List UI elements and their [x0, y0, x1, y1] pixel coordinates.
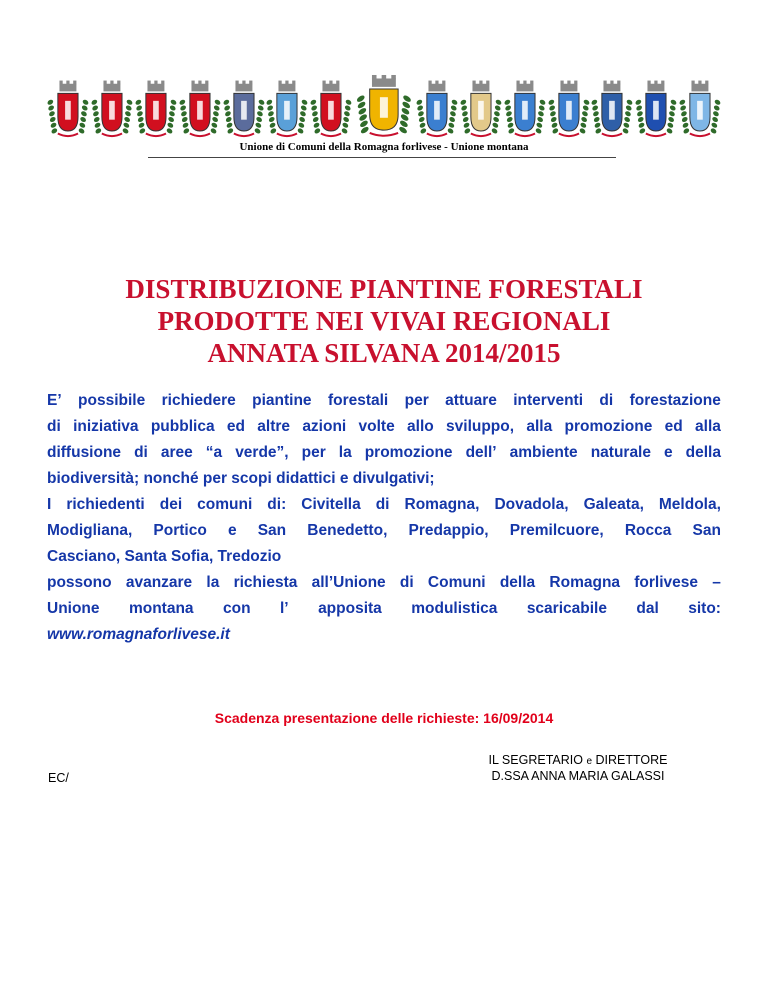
- word: la: [206, 574, 220, 591]
- word: possibile: [78, 392, 146, 409]
- word: interventi: [513, 392, 583, 409]
- signature-role-2: DIRETTORE: [595, 753, 668, 767]
- crest-union-icon: [353, 70, 415, 140]
- signature-role: IL SEGRETARIO: [488, 753, 583, 767]
- word: modulistica: [411, 600, 498, 617]
- word: e: [664, 444, 673, 461]
- word: dal: [636, 600, 659, 617]
- word: Premilcuore,: [509, 522, 604, 539]
- body-line: [47, 440, 721, 466]
- announcement-body: [47, 388, 721, 648]
- body-line: [47, 492, 721, 518]
- word: –: [712, 574, 721, 591]
- word: di: [47, 418, 61, 435]
- word: Romagna: [549, 574, 621, 591]
- word: piantine: [252, 392, 312, 409]
- word: alla: [526, 418, 553, 435]
- word: attuare: [445, 392, 497, 409]
- word: ambiente: [509, 444, 578, 461]
- signatory-name: D.SSA ANNA MARIA GALASSI: [491, 769, 665, 783]
- word: azioni: [302, 418, 347, 435]
- word: Portico: [153, 522, 207, 539]
- word: Predappio,: [408, 522, 489, 539]
- crest-rocca-san-casciano-icon: [459, 76, 503, 140]
- word: richiedenti: [66, 496, 145, 513]
- word: di: [134, 444, 148, 461]
- word: l’: [280, 600, 289, 617]
- word: San: [257, 522, 287, 539]
- title-line-3: ANNATA SILVANA 2014/2015: [207, 338, 561, 368]
- word: scaricabile: [526, 600, 607, 617]
- word: aree: [160, 444, 193, 461]
- word: Unione: [47, 600, 100, 617]
- word: Benedetto,: [307, 522, 388, 539]
- reference-initials: EC/: [48, 771, 69, 785]
- crest-predappio-icon: [309, 76, 353, 140]
- word: allo: [407, 418, 434, 435]
- word: richiesta: [233, 574, 298, 591]
- signature-conjunction: e: [586, 756, 593, 767]
- submission-deadline: Scadenza presentazione delle richieste: 16/09/2014: [214, 710, 554, 726]
- crest-bertinoro-icon: [634, 76, 678, 140]
- crest-dovadola-icon: [90, 76, 134, 140]
- crest-civitella-icon: [46, 76, 90, 140]
- word: avanzare: [125, 574, 193, 591]
- word: per: [404, 392, 429, 409]
- word: della: [499, 574, 536, 591]
- crest-meldola-icon: [178, 76, 222, 140]
- document-title: [0, 273, 768, 369]
- header-divider: [148, 157, 616, 158]
- municipal-crests-banner: [46, 70, 722, 140]
- word: forlivese: [634, 574, 699, 591]
- word: di: [399, 574, 414, 591]
- word: montana: [128, 600, 194, 617]
- word: alla: [695, 418, 721, 435]
- word: di:: [267, 496, 287, 513]
- word: la: [338, 444, 352, 461]
- word: di: [599, 392, 614, 409]
- word: volte: [358, 418, 395, 435]
- word: possono: [47, 574, 112, 591]
- body-line: biodiversità; nonché per scopi didattici e divulgativi;: [47, 470, 435, 487]
- word: “a: [205, 444, 223, 461]
- body-line: [47, 596, 721, 622]
- word: sviluppo,: [446, 418, 515, 435]
- word: dei: [159, 496, 183, 513]
- crest-portico-icon: [265, 76, 309, 140]
- word: forestali: [327, 392, 389, 409]
- word: naturale: [590, 444, 651, 461]
- word: ed: [226, 418, 245, 435]
- word: altre: [257, 418, 291, 435]
- signature-block: [468, 753, 688, 784]
- body-line: [47, 518, 721, 544]
- word: pubblica: [150, 418, 215, 435]
- word: E’: [47, 392, 62, 409]
- crest-premilcuore-icon: [415, 76, 459, 140]
- word: promozione: [364, 444, 453, 461]
- crest-modigliana-icon: [222, 76, 266, 140]
- body-line: Casciano, Santa Sofia, Tredozio: [47, 548, 282, 565]
- word: diffusione: [47, 444, 122, 461]
- title-line-2: PRODOTTE NEI VIVAI REGIONALI: [157, 306, 611, 336]
- word: Romagna,: [404, 496, 480, 513]
- word: Rocca: [624, 522, 672, 539]
- word: Meldola,: [658, 496, 721, 513]
- word: per: [301, 444, 326, 461]
- body-line: [47, 388, 721, 414]
- word: dell’: [465, 444, 497, 461]
- title-line-1: DISTRIBUZIONE PIANTINE FORESTALI: [125, 274, 643, 304]
- word: con: [223, 600, 251, 617]
- word: sito:: [688, 600, 721, 617]
- word: promozione: [564, 418, 653, 435]
- word: all’Unione: [311, 574, 386, 591]
- word: San: [692, 522, 721, 539]
- body-line: [47, 414, 721, 440]
- word: Modigliana,: [47, 522, 133, 539]
- word: richiedere: [161, 392, 236, 409]
- word: comuni: [197, 496, 253, 513]
- crest-santa-sofia-icon: [503, 76, 547, 140]
- crest-castrocaro-icon: [590, 76, 634, 140]
- word: ed: [664, 418, 683, 435]
- word: di: [375, 496, 390, 513]
- word: Civitella: [301, 496, 361, 513]
- word: Comuni: [427, 574, 486, 591]
- website-link[interactable]: www.romagnaforlivese.it: [47, 626, 230, 643]
- word: apposita: [318, 600, 382, 617]
- word: e: [227, 522, 237, 539]
- word: della: [685, 444, 721, 461]
- crest-galeata-icon: [134, 76, 178, 140]
- body-line: [47, 570, 721, 596]
- word: Galeata,: [583, 496, 644, 513]
- word: forestazione: [629, 392, 721, 409]
- crest-tredozio-icon: [547, 76, 591, 140]
- union-name: Unione di Comuni della Romagna forlivese - Unione montana: [239, 141, 529, 153]
- word: I: [47, 496, 52, 513]
- signature-title: [468, 753, 688, 769]
- word: verde”,: [235, 444, 289, 461]
- word: iniziativa: [73, 418, 139, 435]
- word: Dovadola,: [494, 496, 569, 513]
- crest-forlimpopoli-icon: [678, 76, 722, 140]
